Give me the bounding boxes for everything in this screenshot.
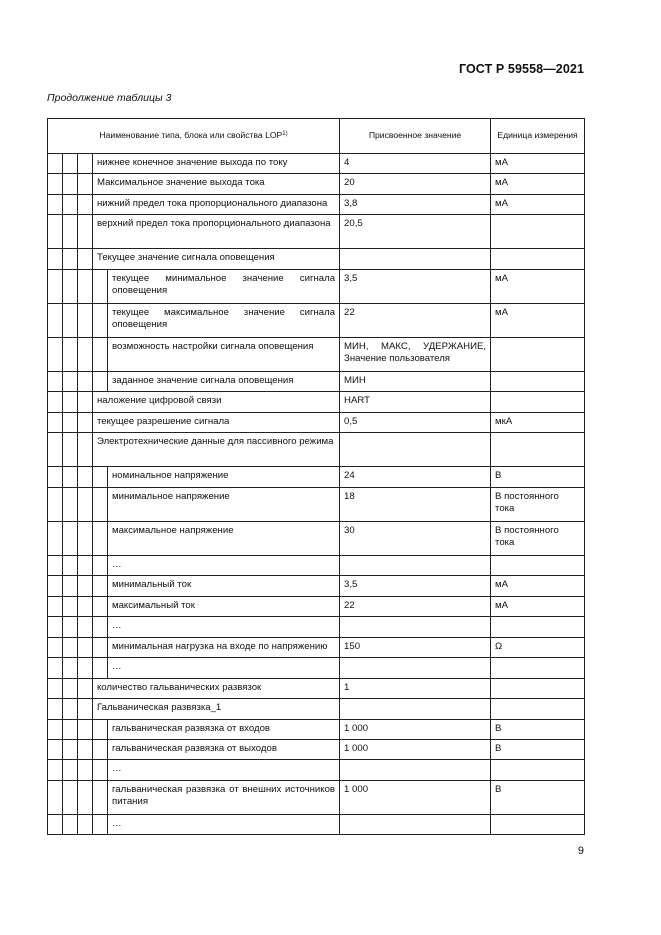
indent-cell	[93, 487, 108, 521]
indent-cell	[93, 467, 108, 487]
indent-cell	[63, 392, 78, 412]
indent-cell	[78, 617, 93, 637]
cell-name: текущее максимальное значение сигнала оповещения	[108, 303, 340, 337]
indent-cell	[48, 596, 63, 616]
column-header-footnote: 1)	[282, 130, 288, 137]
indent-cell	[48, 814, 63, 834]
indent-cell	[48, 617, 63, 637]
indent-cell	[63, 760, 78, 780]
cell-value: 4	[340, 154, 491, 174]
indent-cell	[48, 154, 63, 174]
cell-value	[340, 617, 491, 637]
table-row	[48, 174, 585, 194]
cell-value: 1 000	[340, 739, 491, 759]
indent-cell	[78, 760, 93, 780]
indent-cell	[78, 596, 93, 616]
cell-value: МИН, МАКС, УДЕРЖАНИЕ, Значение пользователя	[340, 337, 491, 371]
indent-cell	[93, 739, 108, 759]
indent-cell	[78, 371, 93, 391]
cell-unit: Ω	[491, 637, 585, 657]
cell-value: 30	[340, 521, 491, 555]
indent-cell	[48, 337, 63, 371]
cell-name: заданное значение сигнала оповещения	[108, 371, 340, 391]
indent-cell	[93, 658, 108, 678]
cell-value: 18	[340, 487, 491, 521]
indent-cell	[63, 617, 78, 637]
cell-unit: мА	[491, 194, 585, 214]
cell-value: 3,5	[340, 269, 491, 303]
cell-unit: В постоянного тока	[491, 521, 585, 555]
indent-cell	[93, 269, 108, 303]
cell-name: …	[108, 658, 340, 678]
cell-value	[340, 249, 491, 269]
cell-unit	[491, 555, 585, 575]
table-row	[48, 780, 585, 814]
indent-cell	[48, 467, 63, 487]
indent-cell	[78, 739, 93, 759]
indent-cell	[63, 576, 78, 596]
indent-cell	[63, 412, 78, 432]
table-caption: Продолжение таблицы 3	[47, 92, 172, 104]
indent-cell	[63, 814, 78, 834]
cell-value	[340, 433, 491, 467]
table-row	[48, 719, 585, 739]
table-row	[48, 617, 585, 637]
indent-cell	[48, 760, 63, 780]
cell-name: Максимальное значение выхода тока	[93, 174, 340, 194]
cell-name: максимальный ток	[108, 596, 340, 616]
cell-name: текущее разрешение сигнала	[93, 412, 340, 432]
indent-cell	[78, 814, 93, 834]
cell-unit: В	[491, 739, 585, 759]
cell-name: …	[108, 617, 340, 637]
cell-value	[340, 699, 491, 719]
cell-value: 0,5	[340, 412, 491, 432]
indent-cell	[93, 780, 108, 814]
cell-value: 20,5	[340, 215, 491, 249]
cell-value: 150	[340, 637, 491, 657]
cell-unit: мкА	[491, 412, 585, 432]
table-row	[48, 555, 585, 575]
indent-cell	[48, 780, 63, 814]
indent-cell	[48, 699, 63, 719]
cell-name: минимальное напряжение	[108, 487, 340, 521]
indent-cell	[48, 412, 63, 432]
indent-cell	[78, 433, 93, 467]
indent-cell	[48, 637, 63, 657]
cell-value: 1	[340, 678, 491, 698]
indent-cell	[78, 412, 93, 432]
indent-cell	[78, 303, 93, 337]
indent-cell	[63, 467, 78, 487]
indent-cell	[93, 303, 108, 337]
table-row	[48, 658, 585, 678]
cell-value: 1 000	[340, 780, 491, 814]
cell-unit	[491, 392, 585, 412]
indent-cell	[78, 337, 93, 371]
table-row	[48, 249, 585, 269]
indent-cell	[93, 371, 108, 391]
cell-value: 20	[340, 174, 491, 194]
cell-name: минимальный ток	[108, 576, 340, 596]
table-body	[48, 154, 585, 835]
indent-cell	[63, 303, 78, 337]
indent-cell	[93, 521, 108, 555]
table-row	[48, 760, 585, 780]
indent-cell	[63, 215, 78, 249]
indent-cell	[93, 596, 108, 616]
table-row	[48, 521, 585, 555]
indent-cell	[63, 194, 78, 214]
indent-cell	[63, 521, 78, 555]
indent-cell	[48, 521, 63, 555]
cell-value	[340, 760, 491, 780]
cell-unit	[491, 699, 585, 719]
indent-cell	[48, 371, 63, 391]
cell-name: верхний предел тока пропорционального диапазона	[93, 215, 340, 249]
indent-cell	[48, 739, 63, 759]
cell-name: текущее минимальное значение сигнала оповещения	[108, 269, 340, 303]
indent-cell	[63, 174, 78, 194]
indent-cell	[93, 637, 108, 657]
table-row	[48, 467, 585, 487]
table-row	[48, 596, 585, 616]
cell-name: …	[108, 814, 340, 834]
column-header-value: Присвоенное значение	[340, 119, 491, 154]
indent-cell	[63, 433, 78, 467]
cell-unit: В	[491, 467, 585, 487]
cell-unit: мА	[491, 303, 585, 337]
cell-name: максимальное напряжение	[108, 521, 340, 555]
cell-unit	[491, 371, 585, 391]
cell-unit	[491, 814, 585, 834]
indent-cell	[93, 555, 108, 575]
cell-unit	[491, 760, 585, 780]
indent-cell	[63, 780, 78, 814]
table-row	[48, 699, 585, 719]
indent-cell	[93, 719, 108, 739]
cell-name: Электротехнические данные для пассивного режима	[93, 433, 340, 467]
cell-value: 24	[340, 467, 491, 487]
cell-unit: В	[491, 719, 585, 739]
indent-cell	[78, 555, 93, 575]
page-number: 9	[577, 845, 584, 857]
table-row	[48, 637, 585, 657]
cell-name: нижнее конечное значение выхода по току	[93, 154, 340, 174]
table-row	[48, 412, 585, 432]
indent-cell	[63, 739, 78, 759]
indent-cell	[78, 392, 93, 412]
indent-cell	[78, 154, 93, 174]
cell-value: МИН	[340, 371, 491, 391]
table-row	[48, 194, 585, 214]
indent-cell	[78, 678, 93, 698]
indent-cell	[63, 555, 78, 575]
indent-cell	[78, 467, 93, 487]
table-row	[48, 154, 585, 174]
column-header-unit: Единица измерения	[491, 119, 585, 154]
cell-name: минимальная нагрузка на входе по напряжению	[108, 637, 340, 657]
indent-cell	[78, 658, 93, 678]
cell-name: возможность настройки сигнала оповещения	[108, 337, 340, 371]
table-row	[48, 215, 585, 249]
table-row	[48, 814, 585, 834]
indent-cell	[78, 269, 93, 303]
indent-cell	[93, 576, 108, 596]
indent-cell	[93, 337, 108, 371]
document-code: ГОСТ Р 59558—2021	[458, 62, 584, 76]
cell-value: 3,8	[340, 194, 491, 214]
cell-name: …	[108, 555, 340, 575]
table-row	[48, 433, 585, 467]
column-header-name: Наименование типа, блока или свойства LOP$^{1)}$	[48, 119, 340, 154]
table-header-row	[48, 119, 585, 154]
indent-cell	[63, 269, 78, 303]
indent-cell	[48, 719, 63, 739]
indent-cell	[78, 487, 93, 521]
cell-unit: мА	[491, 269, 585, 303]
indent-cell	[63, 154, 78, 174]
cell-unit: В	[491, 780, 585, 814]
indent-cell	[48, 576, 63, 596]
indent-cell	[48, 174, 63, 194]
cell-unit: В постоянного тока	[491, 487, 585, 521]
indent-cell	[78, 780, 93, 814]
indent-cell	[63, 371, 78, 391]
cell-unit	[491, 215, 585, 249]
cell-name: гальваническая развязка от выходов	[108, 739, 340, 759]
cell-name: гальваническая развязка от внешних источников питания	[108, 780, 340, 814]
cell-unit	[491, 678, 585, 698]
indent-cell	[48, 487, 63, 521]
table-row	[48, 487, 585, 521]
indent-cell	[63, 249, 78, 269]
indent-cell	[78, 249, 93, 269]
cell-value: 3,5	[340, 576, 491, 596]
cell-name: гальваническая развязка от входов	[108, 719, 340, 739]
indent-cell	[63, 678, 78, 698]
indent-cell	[48, 194, 63, 214]
indent-cell	[48, 658, 63, 678]
indent-cell	[48, 433, 63, 467]
cell-unit: мА	[491, 154, 585, 174]
indent-cell	[63, 487, 78, 521]
indent-cell	[48, 215, 63, 249]
indent-cell	[78, 576, 93, 596]
indent-cell	[48, 678, 63, 698]
indent-cell	[63, 637, 78, 657]
indent-cell	[93, 814, 108, 834]
table-row	[48, 269, 585, 303]
cell-unit: мА	[491, 174, 585, 194]
indent-cell	[78, 215, 93, 249]
table-row	[48, 392, 585, 412]
indent-cell	[48, 392, 63, 412]
indent-cell	[63, 596, 78, 616]
indent-cell	[78, 699, 93, 719]
indent-cell	[78, 521, 93, 555]
cell-name: Гальваническая развязка_1	[93, 699, 340, 719]
cell-unit	[491, 433, 585, 467]
cell-name: нижний предел тока пропорционального диапазона	[93, 194, 340, 214]
indent-cell	[63, 337, 78, 371]
spec-table	[47, 118, 585, 835]
indent-cell	[63, 719, 78, 739]
cell-name: Текущее значение сигнала оповещения	[93, 249, 340, 269]
cell-name: …	[108, 760, 340, 780]
cell-unit: мА	[491, 596, 585, 616]
cell-value	[340, 658, 491, 678]
cell-value	[340, 814, 491, 834]
indent-cell	[78, 174, 93, 194]
indent-cell	[78, 637, 93, 657]
indent-cell	[48, 269, 63, 303]
cell-unit	[491, 617, 585, 637]
indent-cell	[78, 719, 93, 739]
cell-unit	[491, 658, 585, 678]
cell-name: количество гальванических развязок	[93, 678, 340, 698]
indent-cell	[93, 760, 108, 780]
cell-value	[340, 555, 491, 575]
indent-cell	[63, 658, 78, 678]
indent-cell	[63, 699, 78, 719]
cell-value: 22	[340, 596, 491, 616]
indent-cell	[78, 194, 93, 214]
cell-unit	[491, 249, 585, 269]
cell-unit: мА	[491, 576, 585, 596]
cell-value: 1 000	[340, 719, 491, 739]
cell-value: HART	[340, 392, 491, 412]
table-row	[48, 303, 585, 337]
table-row	[48, 337, 585, 371]
indent-cell	[93, 617, 108, 637]
table-row	[48, 576, 585, 596]
indent-cell	[48, 555, 63, 575]
table-row	[48, 739, 585, 759]
table-row	[48, 678, 585, 698]
table-row	[48, 371, 585, 391]
cell-unit	[491, 337, 585, 371]
cell-name: наложение цифровой связи	[93, 392, 340, 412]
indent-cell	[48, 249, 63, 269]
cell-name: номинальное напряжение	[108, 467, 340, 487]
indent-cell	[48, 303, 63, 337]
cell-value: 22	[340, 303, 491, 337]
